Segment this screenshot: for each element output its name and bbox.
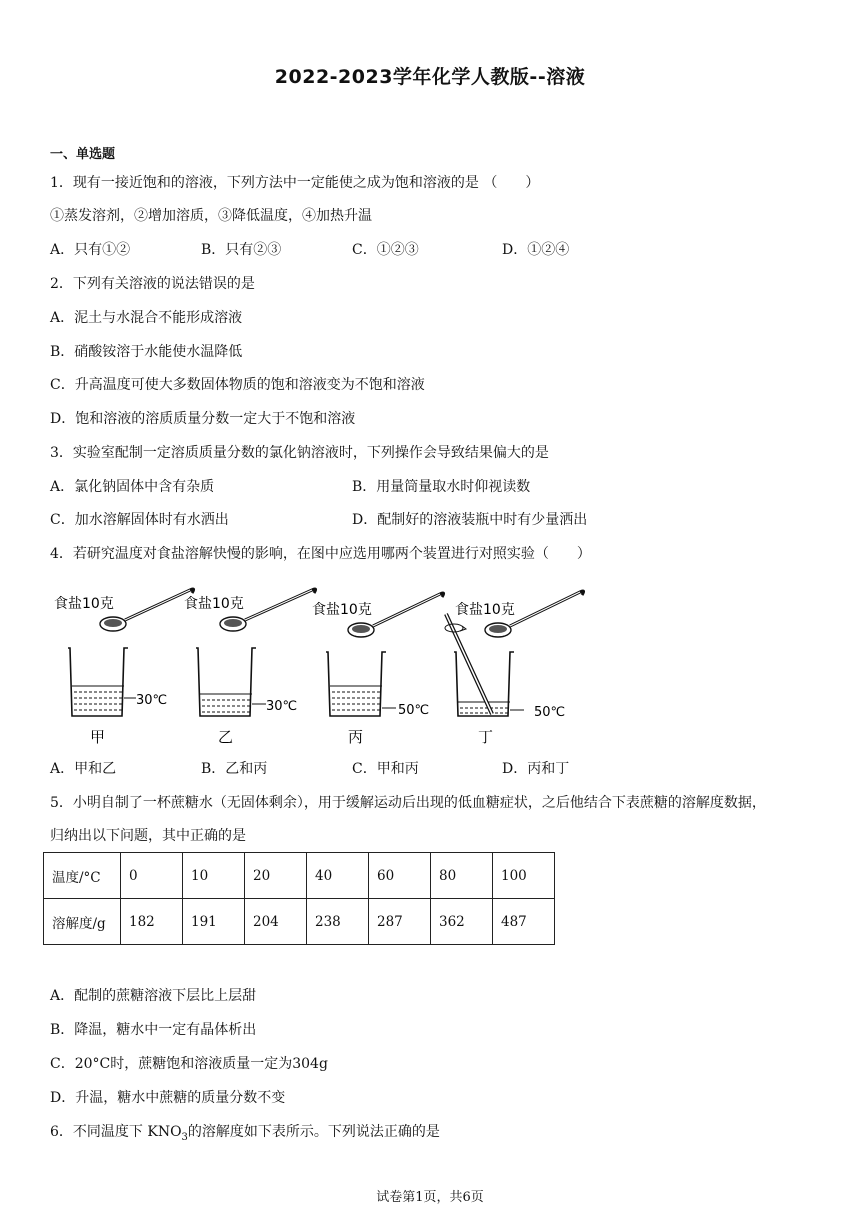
setup-bing (312, 593, 444, 746)
salt-icon (489, 625, 507, 633)
salt-icon (104, 619, 122, 627)
temp-label-bing: 50℃ (398, 703, 430, 718)
q1-sub: ①蒸发溶剂，②增加溶质，③降低温度，④加热升温 (50, 208, 372, 224)
table-cell: 10 (183, 853, 245, 899)
q3-option-d: D．配制好的溶液装瓶中时有少量洒出 (352, 512, 588, 528)
temp-label-jia: 30℃ (136, 693, 168, 708)
spoon-label: 食盐10克 (312, 602, 372, 618)
beaker-icon (454, 652, 514, 716)
setup-jia (54, 589, 194, 746)
table-cell: 287 (369, 899, 431, 945)
q4-option-a: A．甲和乙 (50, 761, 117, 777)
table-cell: 80 (431, 853, 493, 899)
table-cell: 40 (307, 853, 369, 899)
q3-option-a: A．氯化钠固体中含有杂质 (50, 479, 215, 495)
q5-stem-line2: 归纳出以下问题，其中正确的是 (50, 828, 246, 844)
beaker-figure (50, 578, 610, 750)
q5-stem-line1: 5．小明自制了一杯蔗糖水（无固体剩余），用于缓解运动后出现的低血糖症状，之后他结合下表蔗糖的溶解度数据， (50, 795, 766, 811)
setup-yi (184, 589, 316, 746)
table-cell: 0 (121, 853, 183, 899)
salt-icon (352, 625, 370, 633)
q2-option-c: C．升高温度可使大多数固体物质的饱和溶液变为不饱和溶液 (50, 377, 425, 393)
table-cell: 100 (493, 853, 555, 899)
table-row (44, 899, 555, 945)
q1-option-d: D．①②④ (502, 242, 570, 258)
table-cell: 204 (245, 899, 307, 945)
q4-stem: 4．若研究温度对食盐溶解快慢的影响，在图中应选用哪两个装置进行对照实验（ ） (50, 546, 591, 562)
q6-stem (50, 1123, 440, 1147)
q1-option-a: A．只有①② (50, 242, 131, 258)
q4-option-d: D．丙和丁 (502, 761, 570, 777)
table-cell: 溶解度/g (44, 899, 121, 945)
page-title: 2022-2023学年化学人教版--溶液 (274, 66, 586, 88)
temp-label-yi: 30℃ (266, 699, 298, 714)
table-cell: 487 (493, 899, 555, 945)
section-heading: 一、单选题 (50, 147, 116, 162)
setup-ding (445, 591, 584, 746)
q4-option-c: C．甲和丙 (352, 761, 419, 777)
q1-stem: 1．现有一接近饱和的溶液，下列方法中一定能使之成为饱和溶液的是 （ ） (50, 175, 540, 191)
q2-stem: 2．下列有关溶液的说法错误的是 (50, 276, 255, 292)
table-cell: 182 (121, 899, 183, 945)
beaker-name-bing: 丙 (348, 728, 364, 746)
temp-label-ding: 50℃ (534, 705, 566, 720)
table-cell: 温度/°C (44, 853, 121, 899)
beaker-icon (326, 652, 386, 716)
table-cell: 20 (245, 853, 307, 899)
q5-option-a: A．配制的蔗糖溶液下层比上层甜 (50, 988, 257, 1004)
q2-option-d: D．饱和溶液的溶质质量分数一定大于不饱和溶液 (50, 411, 356, 427)
table-cell: 362 (431, 899, 493, 945)
q6-stem-subscript: 3 (181, 1131, 188, 1143)
spoon-label: 食盐10克 (184, 596, 244, 612)
q5-option-b: B．降温，糖水中一定有晶体析出 (50, 1022, 257, 1038)
beaker-name-jia: 甲 (90, 728, 106, 746)
q6-stem-post: 的溶解度如下表所示。下列说法正确的是 (187, 1124, 440, 1140)
q2-option-b: B．硝酸铵溶于水能使水温降低 (50, 344, 243, 360)
q4-option-b: B．乙和丙 (201, 761, 268, 777)
beaker-icon (68, 648, 128, 716)
q1-option-c: C．①②③ (352, 242, 419, 258)
beaker-name-yi: 乙 (218, 728, 234, 746)
table-cell: 191 (183, 899, 245, 945)
q6-stem-pre: 6．不同温度下 KNO (50, 1124, 182, 1140)
solubility-table (43, 852, 555, 945)
q1-option-b: B．只有②③ (201, 242, 282, 258)
q5-option-c: C．20°C时，蔗糖饱和溶液质量一定为304g (50, 1056, 328, 1072)
q3-stem: 3．实验室配制一定溶质质量分数的氯化钠溶液时，下列操作会导致结果偏大的是 (50, 445, 549, 461)
q2-option-a: A．泥土与水混合不能形成溶液 (50, 310, 243, 326)
salt-icon (224, 619, 242, 627)
q5-option-d: D．升温，糖水中蔗糖的质量分数不变 (50, 1090, 286, 1106)
beaker-name-ding: 丁 (478, 728, 494, 746)
table-cell: 60 (369, 853, 431, 899)
table-row (44, 853, 555, 899)
q3-option-c: C．加水溶解固体时有水洒出 (50, 512, 229, 528)
page-footer: 试卷第1页，共6页 (376, 1190, 484, 1205)
spoon-label: 食盐10克 (455, 602, 515, 618)
table-cell: 238 (307, 899, 369, 945)
q3-option-b: B．用量筒量取水时仰视读数 (352, 479, 531, 495)
spoon-label: 食盐10克 (54, 596, 114, 612)
